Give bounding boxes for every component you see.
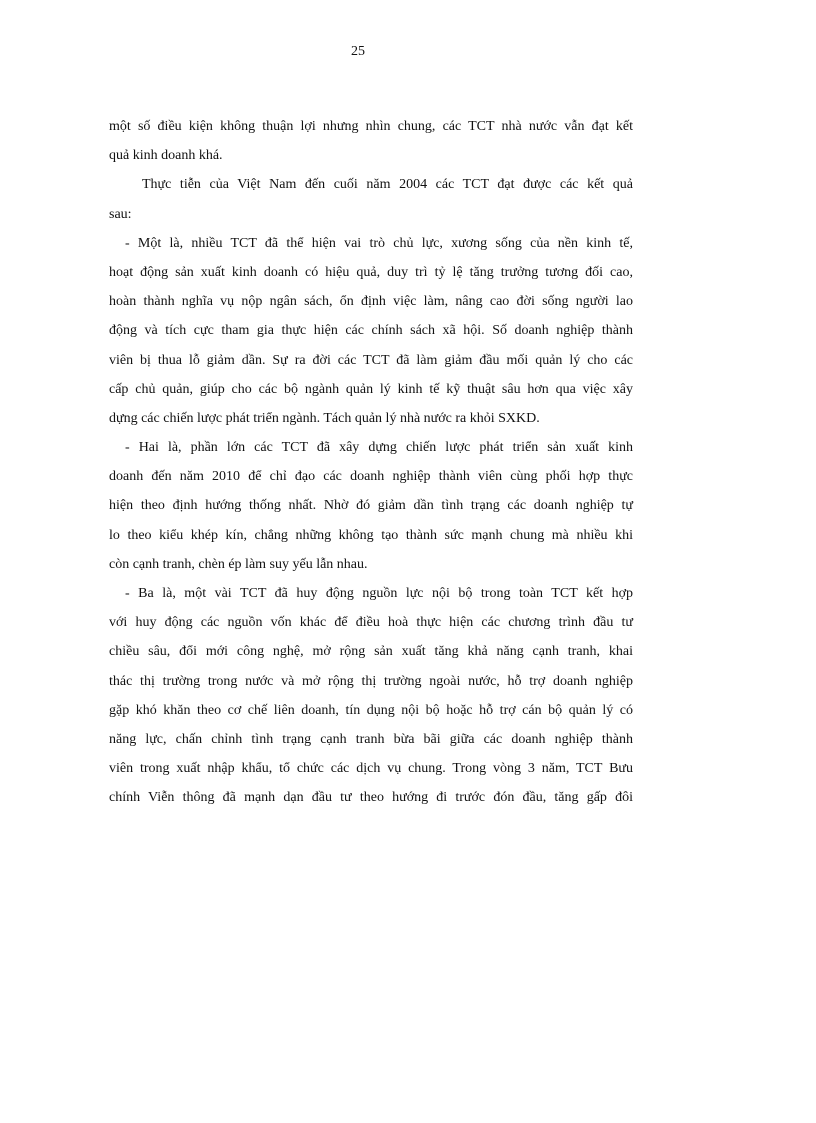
text-line: viên trong xuất nhập khẩu, tổ chức các dịch vụ chung. Trong vòng 3 năm, TCT Bưu	[109, 761, 633, 777]
text-line: động và tích cực tham gia thực hiện các chính sách xã hội. Số doanh nghiệp thành	[109, 323, 633, 339]
text-line: hoạt động sản xuất kinh doanh có hiệu quả, duy trì tỷ lệ tăng trưởng tương đối cao,	[109, 264, 633, 280]
text-line: - Một là, nhiều TCT đã thể hiện vai trò chủ lực, xương sống của nền kinh tế,	[125, 235, 633, 251]
body-text	[109, 112, 633, 813]
text-line: dựng các chiến lược phát triển ngành. Tách quản lý nhà nước ra khỏi SXKD.	[109, 410, 540, 426]
text-line: thác thị trường trong nước và mở rộng thị trường ngoài nước, hỗ trợ doanh nghiệp	[109, 673, 633, 689]
text-line: hoàn thành nghĩa vụ nộp ngân sách, ổn định việc làm, nâng cao đời sống người lao	[109, 294, 633, 310]
text-line: với huy động các nguồn vốn khác để điều hoà thực hiện các chương trình đầu tư	[109, 615, 633, 631]
text-line: năng lực, chấn chỉnh tình trạng cạnh tranh bừa bãi giữa các doanh nghiệp thành	[109, 731, 633, 747]
text-line: - Ba là, một vài TCT đã huy động nguồn lực nội bộ trong toàn TCT kết hợp	[125, 586, 633, 601]
text-line: một số điều kiện không thuận lợi nhưng nhìn chung, các TCT nhà nước vẫn đạt kết	[109, 119, 633, 134]
text-line: doanh đến năm 2010 để chỉ đạo các doanh nghiệp thành viên cùng phối hợp thực	[109, 469, 633, 485]
text-line: hiện theo định hướng thống nhất. Nhờ đó giảm dần tình trạng các doanh nghiệp tự	[109, 498, 633, 514]
text-line: sau:	[109, 206, 132, 222]
text-line: Thực tiễn của Việt Nam đến cuối năm 2004 các TCT đạt được các kết quả	[142, 177, 633, 193]
page-number: 25	[351, 44, 365, 59]
text-line: còn cạnh tranh, chèn ép làm suy yếu lẫn nhau.	[109, 556, 368, 572]
text-line: quả kinh doanh khá.	[109, 148, 223, 164]
text-line: viên bị thua lỗ giảm dần. Sự ra đời các TCT đã làm giảm đầu mối quản lý cho các	[109, 352, 633, 368]
text-line: cấp chủ quản, giúp cho các bộ ngành quản lý kinh tế kỹ thuật sâu hơn qua việc xây	[109, 381, 633, 397]
text-line: - Hai là, phần lớn các TCT đã xây dựng chiến lược phát triển sản xuất kinh	[125, 440, 633, 456]
text-line: gặp khó khăn theo cơ chế liên doanh, tín dụng nội bộ hoặc hỗ trợ cán bộ quản lý có	[109, 702, 633, 718]
text-line: lo theo kiểu khép kín, chẳng những không tạo thành sức mạnh chung mà nhiều khi	[109, 527, 633, 543]
text-line: chính Viễn thông đã mạnh dạn đầu tư theo hướng đi trước đón đầu, tăng gấp đôi	[109, 790, 633, 806]
text-line: chiều sâu, đổi mới công nghệ, mở rộng sản xuất tăng khả năng cạnh tranh, khai	[109, 644, 633, 660]
